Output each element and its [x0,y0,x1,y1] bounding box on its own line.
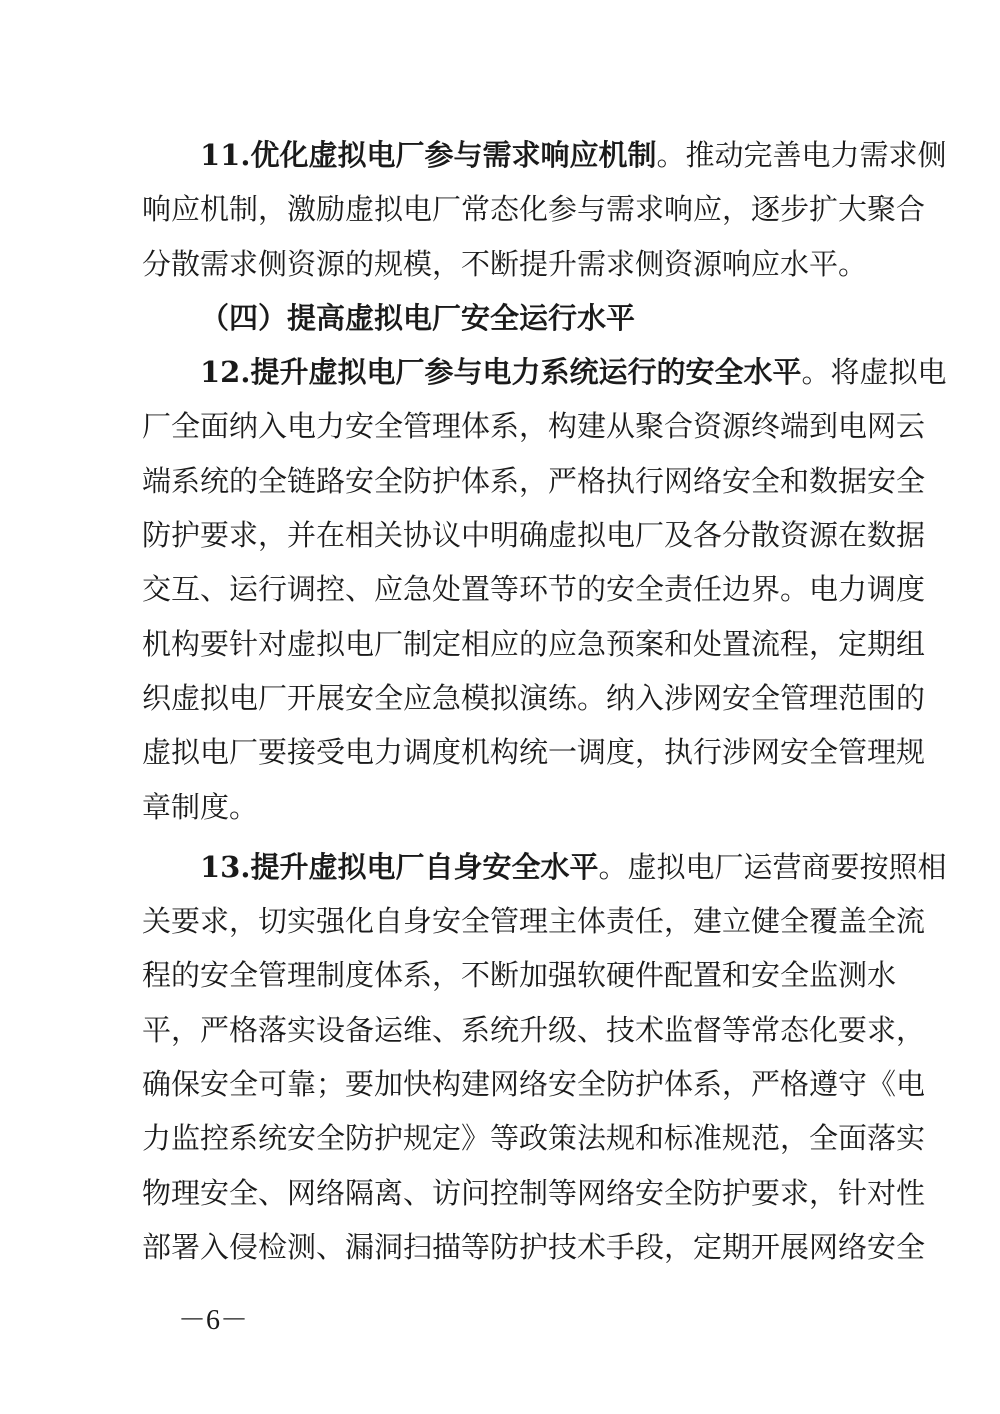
section-4-heading: （四）提高虚拟电厂安全运行水平 [200,300,636,335]
para-12-line-5: 交互、运行调控、应急处置等环节的安全责任边界。电力调度 [142,572,926,607]
para-12-line-1 [142,345,947,399]
para-13-line-5: 确保安全可靠；要加快构建网络安全防护体系，严格遵守《电 [142,1067,926,1102]
page-number: －6－ [178,1305,249,1336]
para-12-line-8: 虚拟电厂要接受电力调度机构统一调度，执行涉网安全管理规 [142,735,926,770]
para-11-line-2: 响应机制，激励虚拟电厂常态化参与需求响应，逐步扩大聚合 [142,192,926,227]
para-12-heading: 12.提升虚拟电厂参与电力系统运行的安全水平 [200,355,802,390]
para-13-line-2: 关要求，切实强化自身安全管理主体责任，建立健全覆盖全流 [142,904,926,939]
para-13-line-8: 部署入侵检测、漏洞扫描等防护技术手段，定期开展网络安全 [142,1229,926,1264]
para-11-heading: 11.优化虚拟电厂参与需求响应机制 [200,138,657,172]
para-13-line-3: 程的安全管理制度体系，不断加强软硬件配置和安全监测水 [142,958,897,993]
para-11-line-1-text: 。推动完善电力需求侧 [656,138,947,172]
para-12-line-1-text: 。将虚拟电 [801,355,947,390]
para-11-line-1 [142,128,947,182]
para-13-line-6: 力监控系统安全防护规定》等政策法规和标准规范，全面落实 [142,1121,926,1156]
para-12-line-9: 章制度。 [142,789,259,824]
document-body [142,128,947,1274]
para-13-heading: 13.提升虚拟电厂自身安全水平 [200,849,599,884]
para-12-line-7: 织虚拟电厂开展安全应急模拟演练。纳入涉网安全管理范围的 [142,680,926,715]
para-12-line-3: 端系统的全链路安全防护体系，严格执行网络安全和数据安全 [142,463,926,498]
para-12-line-4: 防护要求，并在相关协议中明确虚拟电厂及各分散资源在数据 [142,518,926,553]
para-13-line-7: 物理安全、网络隔离、访问控制等网络安全防护要求，针对性 [142,1175,926,1210]
para-12-line-2: 厂全面纳入电力安全管理体系，构建从聚合资源终端到电网云 [142,409,926,444]
para-11-line-3: 分散需求侧资源的规模，不断提升需求侧资源响应水平。 [142,246,868,281]
para-13-line-1-text: 。虚拟电厂运营商要按照相 [598,849,947,884]
para-13-line-1 [142,840,947,894]
para-13-line-4: 平，严格落实设备运维、系统升级、技术监督等常态化要求， [142,1012,926,1047]
para-12-line-6: 机构要针对虚拟电厂制定相应的应急预案和处置流程，定期组 [142,626,926,661]
